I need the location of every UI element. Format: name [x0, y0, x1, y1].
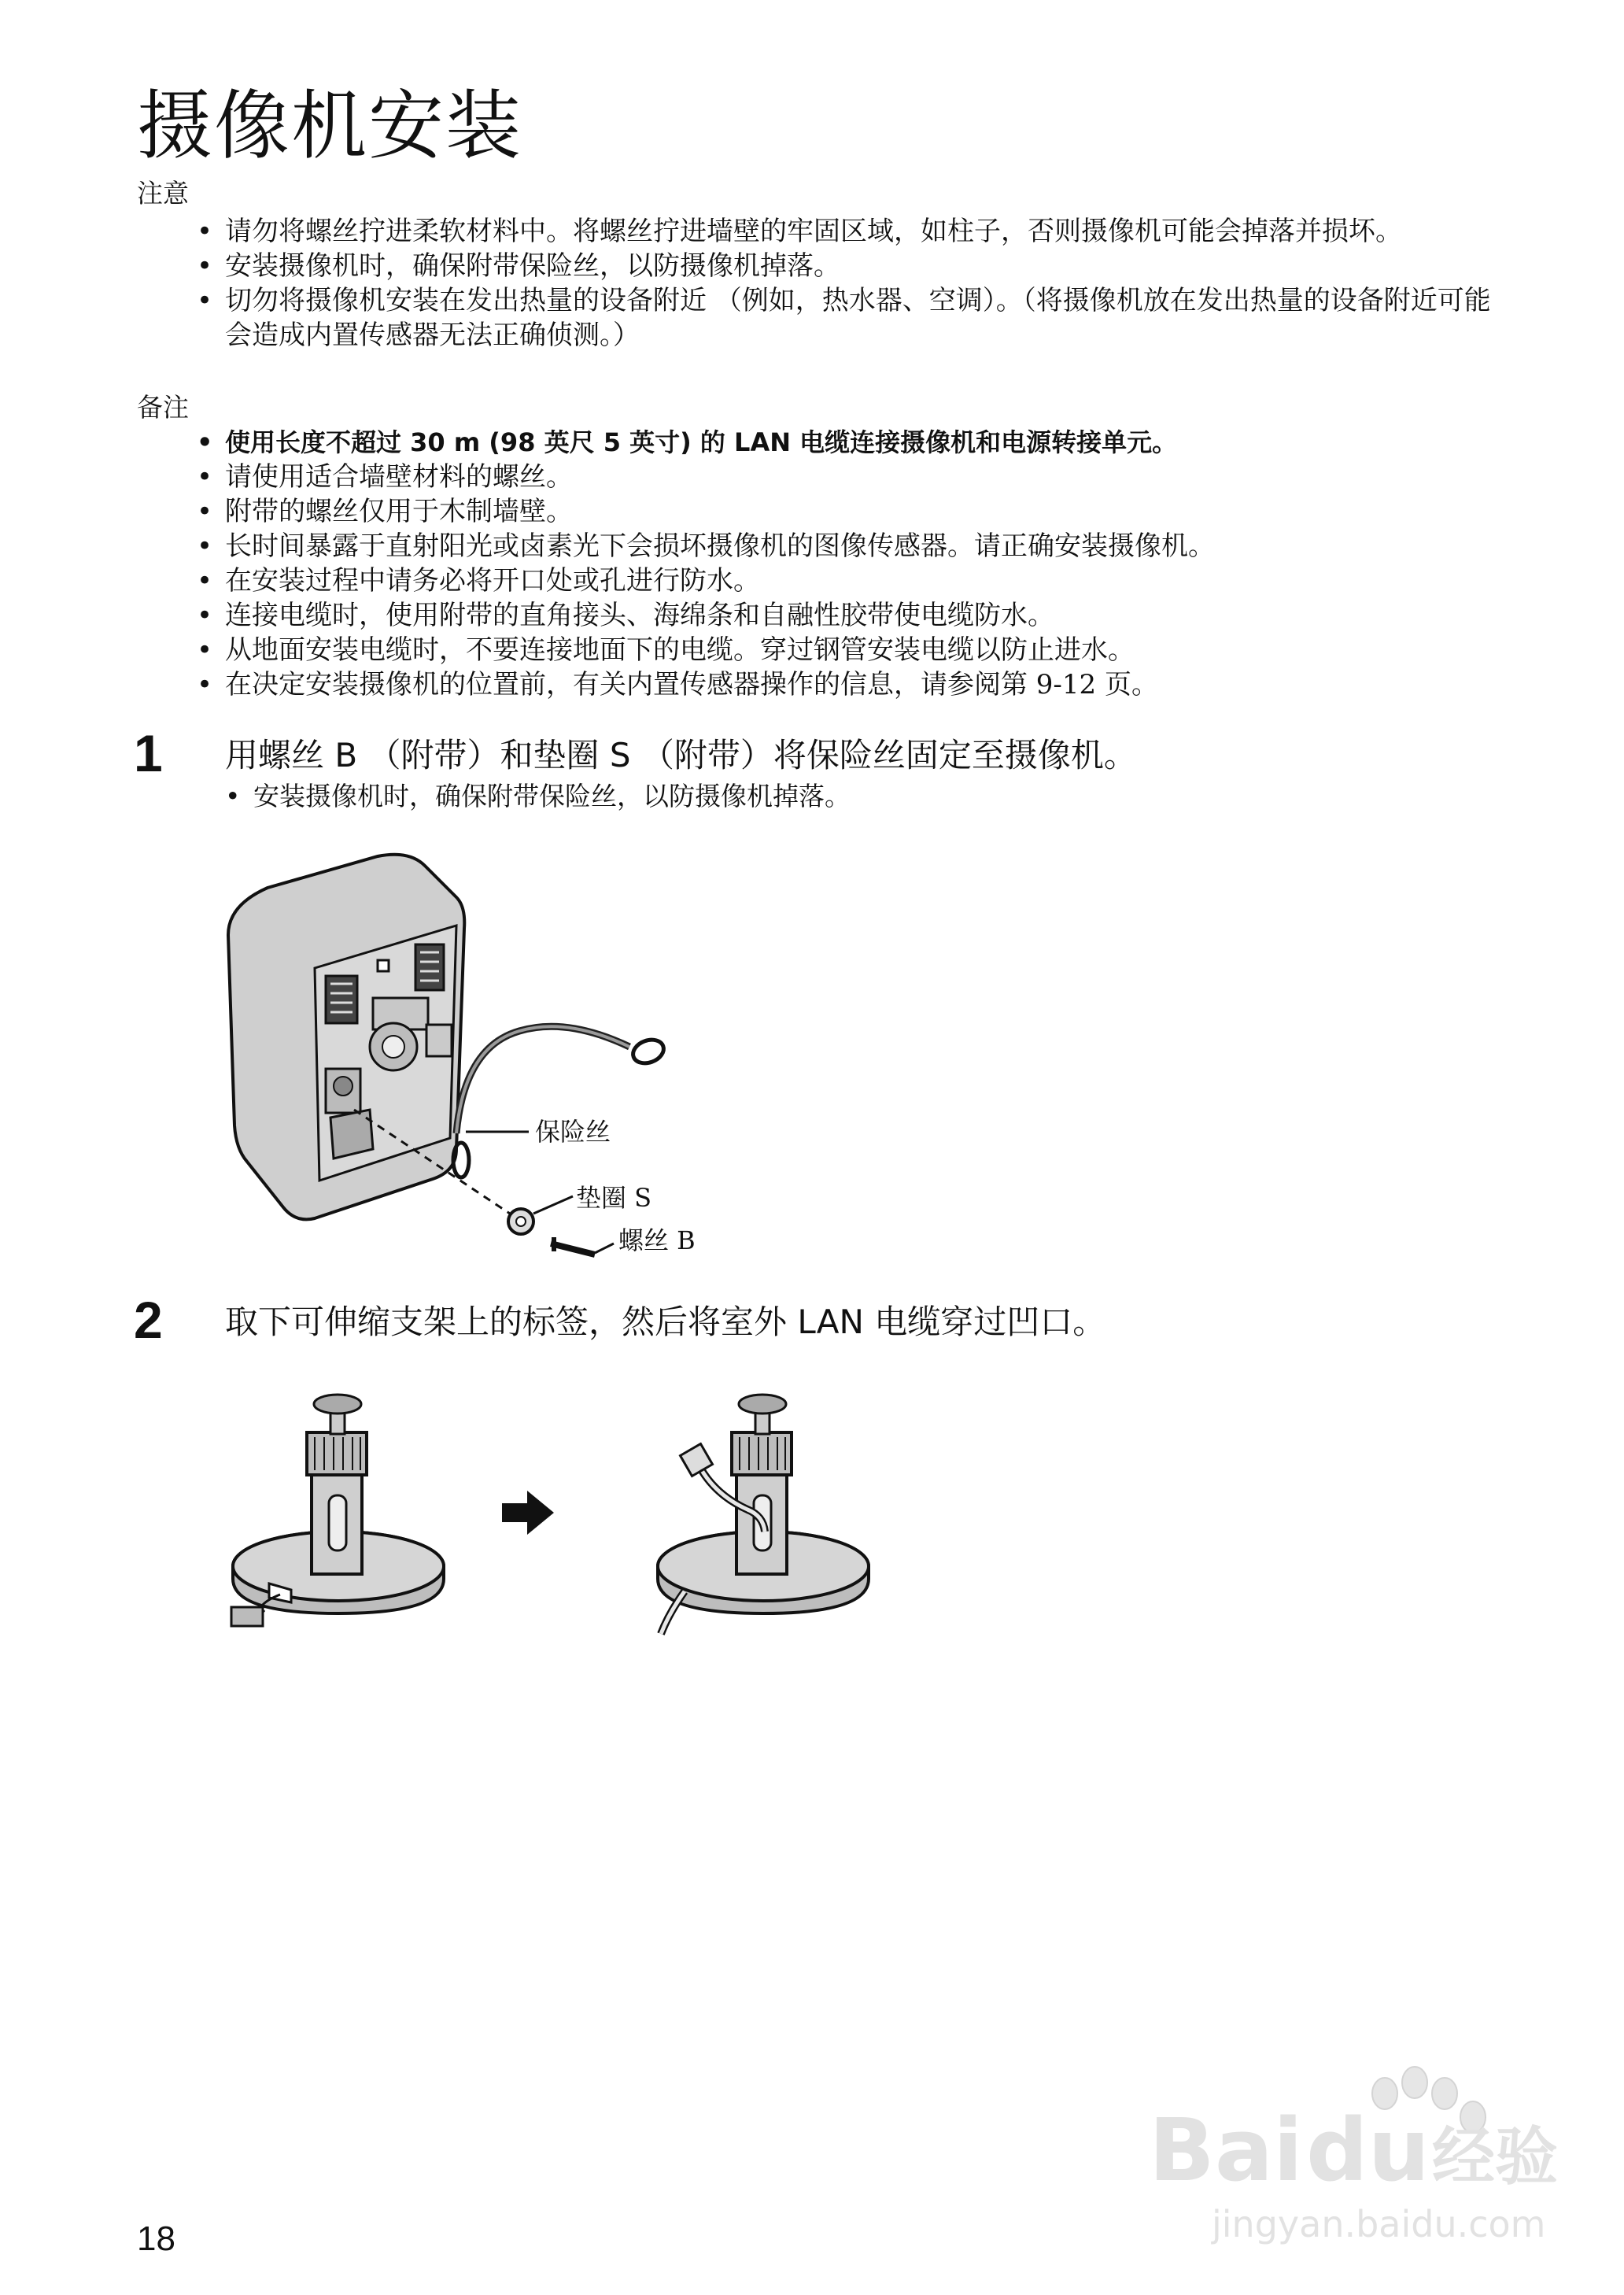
notes-heading: 备注: [137, 392, 189, 423]
watermark-brand: Bai: [1149, 2100, 1303, 2201]
step-2-text: 取下可伸缩支架上的标签，然后将室外 LAN 电缆穿过凹口。: [225, 1303, 1106, 1341]
note-item: • 在决定安装摄像机的位置前，有关内置传感器操作的信息，请参阅第 9-12 页。: [197, 667, 1503, 702]
note-item: • 附带的螺丝仅用于木制墙壁。: [197, 494, 1503, 529]
note-item: • 长时间暴露于直射阳光或卤素光下会损坏摄像机的图像传感器。请正确安装摄像机。: [197, 529, 1503, 564]
note-item: • 从地面安装电缆时，不要连接地面下的电缆。穿过钢管安装电缆以防止进水。: [197, 633, 1503, 667]
camera-figure: [220, 850, 740, 1259]
caution-item: • 请勿将螺丝拧进柔软材料中。将螺丝拧进墙壁的牢固区域，如柱子，否则摄像机可能会掉落并损坏。: [197, 214, 1503, 249]
step-2-number: 2: [134, 1291, 163, 1349]
label-fuse: 保险丝: [535, 1117, 611, 1147]
label-screw: 螺丝 B: [618, 1225, 696, 1255]
step-1-number: 1: [134, 724, 163, 782]
step-1-text: 用螺丝 B （附带）和垫圈 S （附带）将保险丝固定至摄像机。: [225, 736, 1137, 774]
stand-before-figure: [220, 1377, 456, 1629]
stand-after-figure: [629, 1377, 881, 1637]
baidu-watermark: [1149, 2062, 1558, 2251]
caution-heading: 注意: [137, 178, 189, 209]
label-washer: 垫圈 S: [576, 1183, 652, 1213]
step-1-sublist: [225, 779, 1405, 814]
page-title: 摄像机安装: [137, 82, 522, 170]
step-1-subitem: • 安装摄像机时，确保附带保险丝，以防摄像机掉落。: [225, 779, 1405, 814]
page-number: 18: [137, 2219, 175, 2258]
watermark-cn: 经验: [1432, 2120, 1558, 2193]
caution-item: • 切勿将摄像机安装在发出热量的设备附近 （例如，热水器、空调）。（将摄像机放在发出热量的设备附近可能会造成内置传感器无法正确侦测。）: [197, 283, 1503, 353]
caution-list: [197, 214, 1503, 353]
note-item: • 在安装过程中请务必将开口处或孔进行防水。: [197, 564, 1503, 598]
note-item: • 使用长度不超过 30 m (98 英尺 5 英寸) 的 LAN 电缆连接摄像机和电源转接单元。: [197, 425, 1503, 460]
watermark-brand2: du: [1306, 2100, 1430, 2201]
watermark-url: jingyan.baidu.com: [1212, 2203, 1546, 2245]
notes-list: [197, 425, 1503, 702]
note-item: • 请使用适合墙壁材料的螺丝。: [197, 460, 1503, 494]
arrow-right-icon: [500, 1489, 555, 1536]
caution-item: • 安装摄像机时，确保附带保险丝，以防摄像机掉落。: [197, 249, 1503, 283]
note-item: • 连接电缆时，使用附带的直角接头、海绵条和自融性胶带使电缆防水。: [197, 598, 1503, 633]
